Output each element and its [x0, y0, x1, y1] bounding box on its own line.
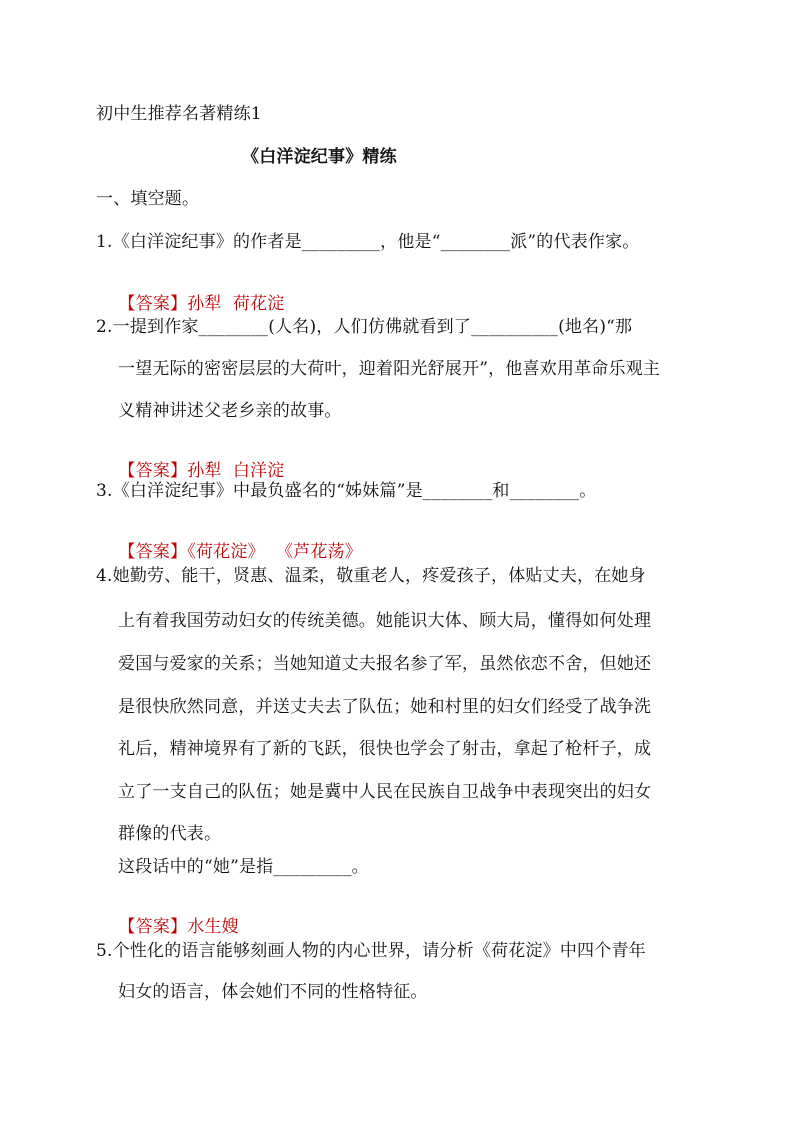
doc-header: 初中生推荐名著精练1 — [96, 104, 262, 124]
answer-value: 《荷花淀》 《芦花荡》 — [187, 542, 362, 562]
answer-tag: 【答案】 — [118, 461, 188, 481]
question-1: 1.《白洋淀纪事》的作者是_________，他是“________派”的代表作家。 — [96, 232, 640, 252]
question-4-line-8: 这段话中的“她”是指_________。 — [118, 857, 369, 877]
question-5-line-1: 5.个性化的语言能够刻画人物的内心世界，请分析《荷花淀》中四个青年 — [96, 941, 646, 961]
answer-value: 水生嫂 — [187, 917, 239, 937]
question-4-line-2: 上有着我国劳动妇女的传统美德。她能识大体、顾大局，懂得如何处理 — [118, 611, 652, 631]
question-4-line-7: 群像的代表。 — [118, 824, 222, 844]
question-2-line-2: 一望无际的密密层层的大荷叶，迎着阳光舒展开”，他喜欢用革命乐观主 — [118, 359, 661, 379]
question-4-line-4: 是很快欣然同意，并送丈夫去了队伍；她和村里的妇女们经受了战争洗 — [118, 697, 652, 717]
question-4-line-6: 立了一支自己的队伍；她是冀中人民在民族自卫战争中表现突出的妇女 — [118, 782, 652, 802]
question-2-line-3: 义精神讲述父老乡亲的故事。 — [118, 401, 342, 421]
answer-tag: 【答案】 — [118, 542, 188, 562]
answer-tag: 【答案】 — [118, 294, 188, 314]
doc-title: 《白洋淀纪事》精练 — [242, 147, 397, 167]
question-3: 3.《白洋淀纪事》中最负盛名的“姊妹篇”是________和________。 — [96, 481, 597, 501]
question-4-line-5: 礼后，精神境界有了新的飞跃，很快也学会了射击，拿起了枪杆子，成 — [118, 739, 652, 759]
section-heading: 一、填空题。 — [96, 189, 200, 209]
question-4-line-3: 爱国与爱家的关系；当她知道丈夫报名参了军，虽然依恋不舍，但她还 — [118, 654, 652, 674]
answer-value: 孙犁 白洋淀 — [187, 461, 285, 481]
answer-value: 孙犁 荷花淀 — [187, 294, 285, 314]
question-5-line-2: 妇女的语言，体会她们不同的性格特征。 — [118, 982, 428, 1002]
answer-tag: 【答案】 — [118, 917, 188, 937]
question-2-line-1: 2.一提到作家________(人名)，人们仿佛就看到了__________(地名)“那 — [96, 317, 633, 337]
question-4-line-1: 4.她勤劳、能干，贤惠、温柔，敬重老人，疼爱孩子，体贴丈夫，在她身 — [96, 566, 646, 586]
